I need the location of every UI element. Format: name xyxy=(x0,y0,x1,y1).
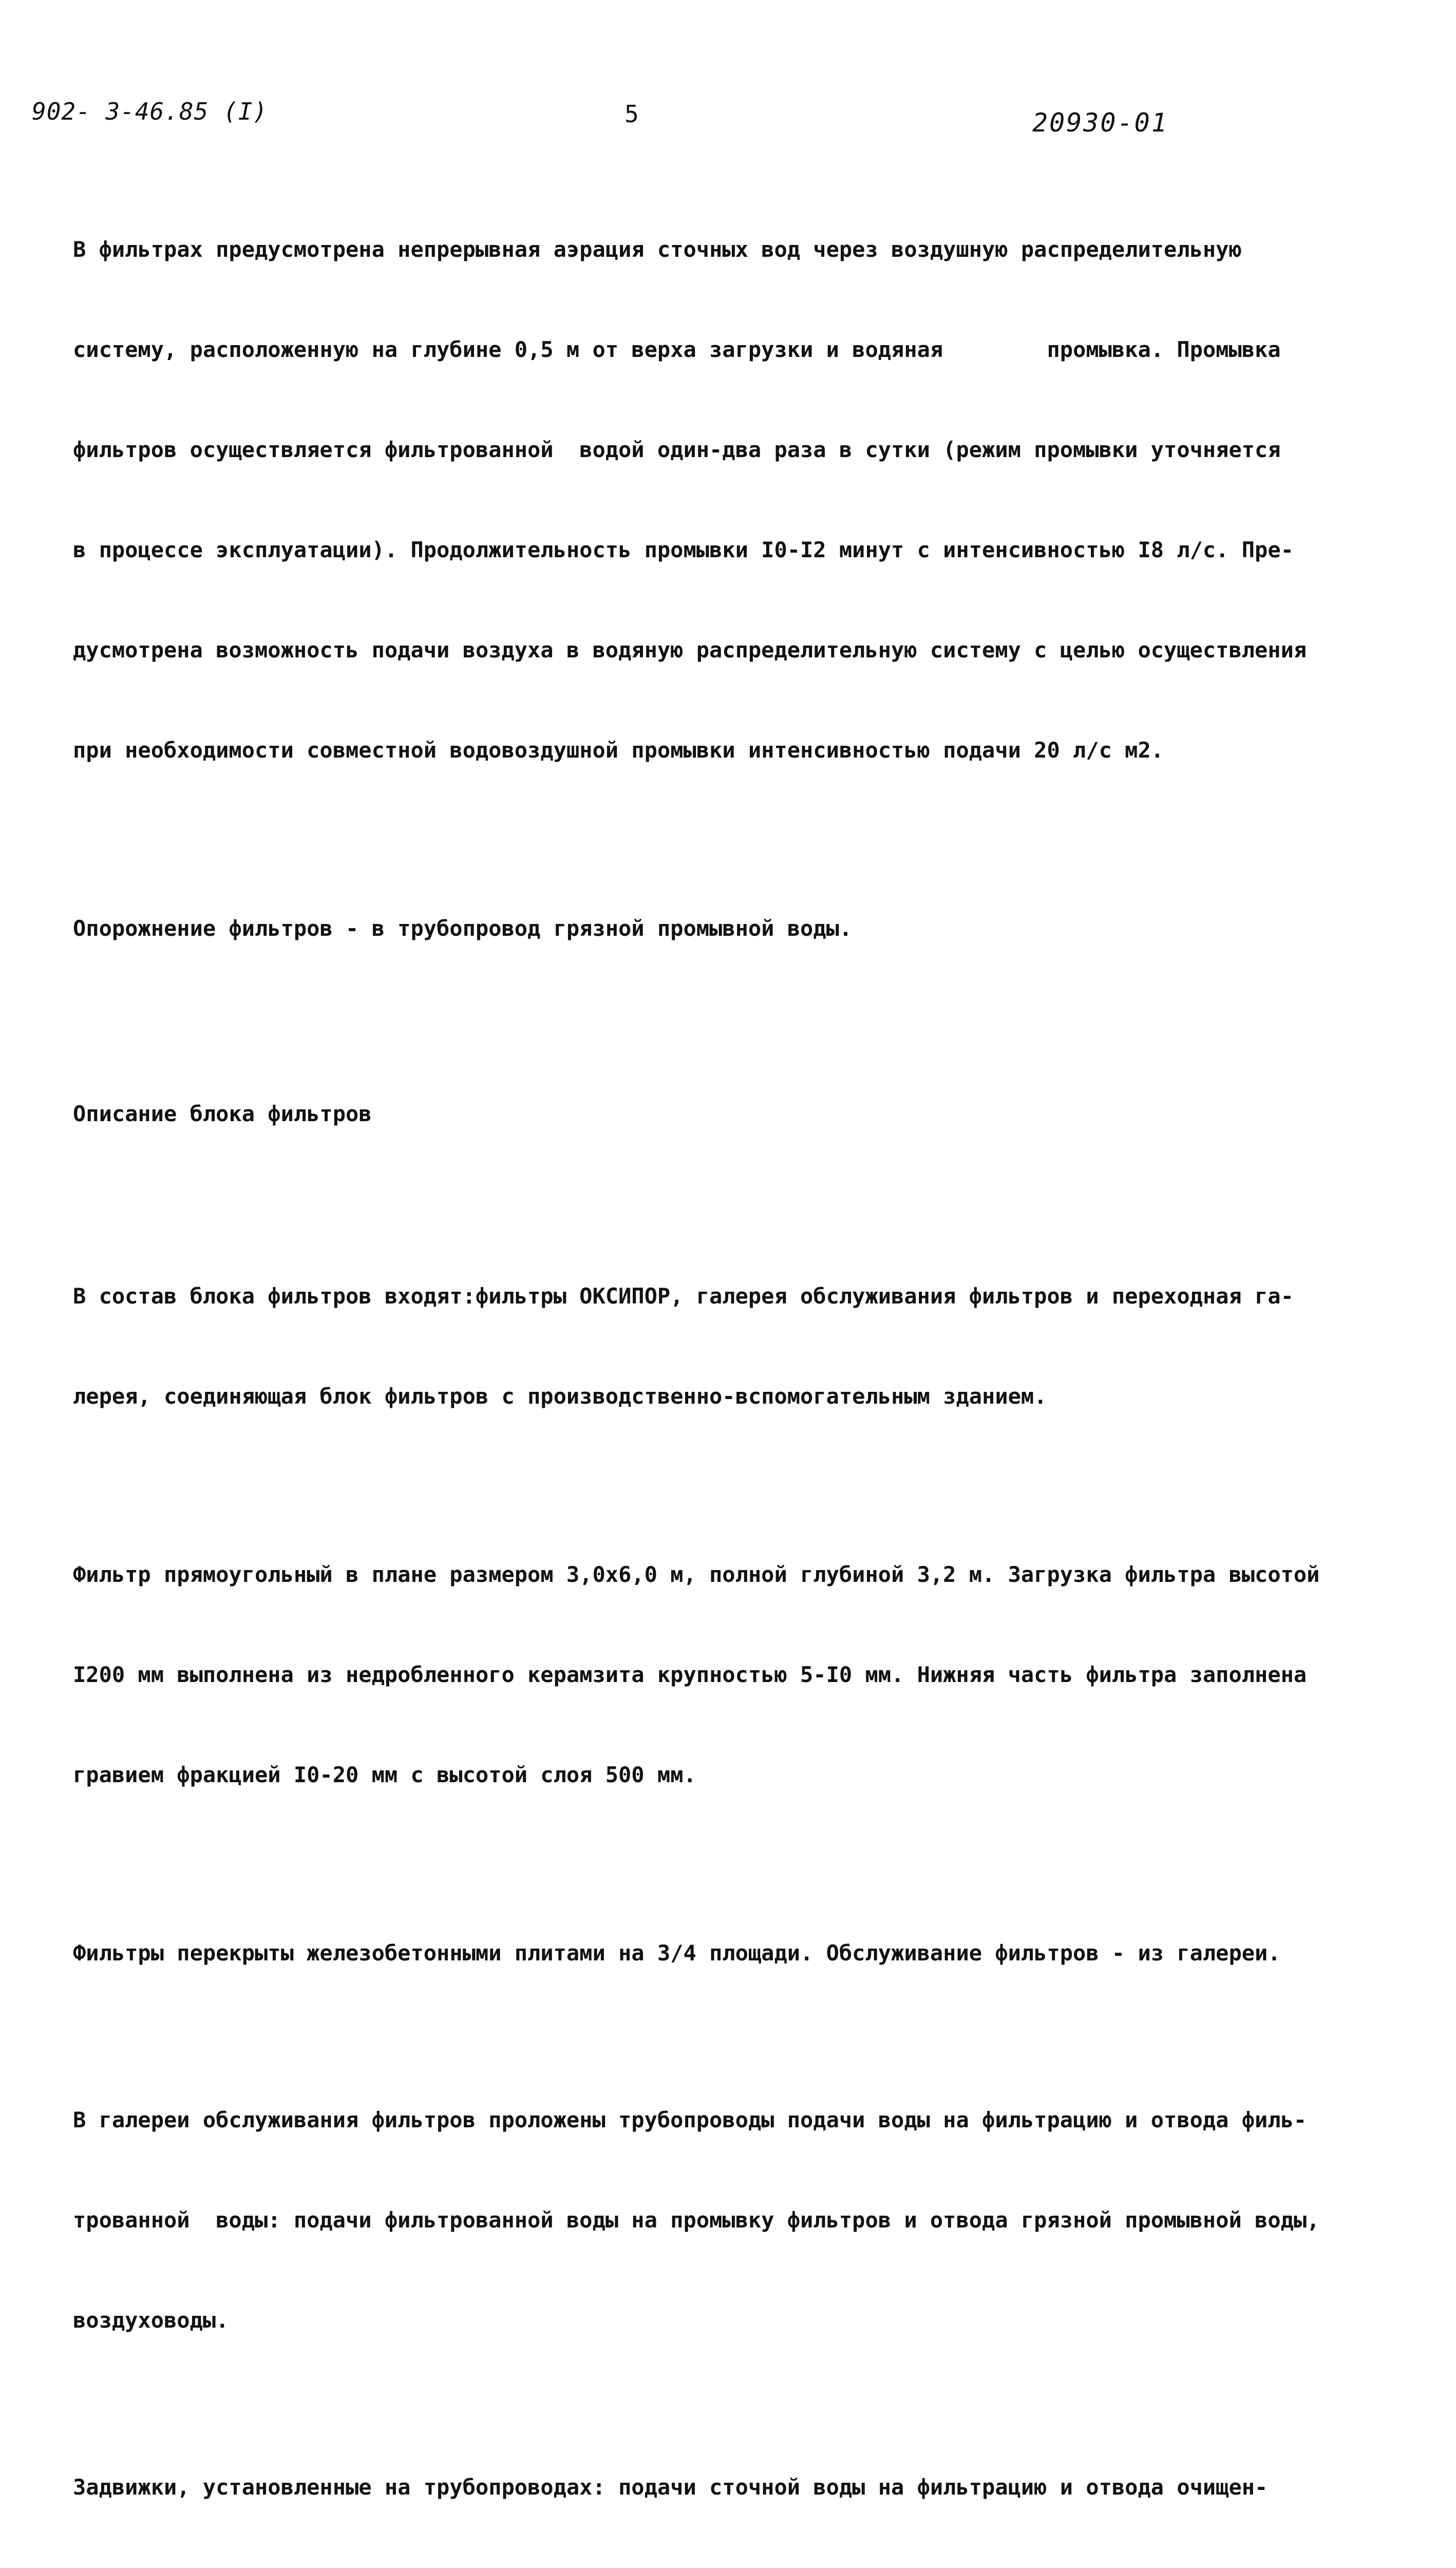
text-line: систему, расположенную на глубине 0,5 м от верха загрузки и водяная промывка. Промывка xyxy=(73,337,1281,362)
text-line: при необходимости совместной водовоздушной промывки интенсивностью подачи 20 л/с м2. xyxy=(73,738,1164,763)
text-line: Фильтр прямоугольный в плане размером 3,0х6,0 м, полной глубиной 3,2 м. Загрузка фильтра высотой xyxy=(73,1562,1320,1587)
page-number: 5 xyxy=(625,100,639,128)
text-line: дусмотрена возможность подачи воздуха в водяную распределительную систему с целью осуществления xyxy=(73,637,1307,663)
sheet-code: 20930-01 xyxy=(1032,108,1168,138)
heading-text: Описание блока фильтров xyxy=(73,1101,372,1126)
doc-code: 902- 3-46.85 (I) xyxy=(32,98,268,125)
text-line: Опорожнение фильтров - в трубопровод грязной промывной воды. xyxy=(73,916,853,941)
text-line: I200 мм выполнена из недробленного керамзита крупностью 5-I0 мм. Нижняя часть фильтра заполнена xyxy=(73,1662,1307,1687)
paragraph-gallery-pipes xyxy=(31,2036,1438,2404)
text-line: Фильтры перекрыты железобетонными плитами на 3/4 площади. Обслуживание фильтров - из галереи. xyxy=(73,1940,1281,1966)
text-line: лерея, соединяющая блок фильтров с производственно-вспомогательным зданием. xyxy=(73,1384,1047,1409)
text-line: в процессе эксплуатации). Продолжительность промывки I0-I2 минут с интенсивностью I8 л/с. Пре- xyxy=(73,537,1294,562)
paragraph-valves xyxy=(31,2404,1438,2568)
section-heading xyxy=(31,1030,1438,1197)
text-line: гравием фракцией I0-20 мм с высотой слоя 500 мм. xyxy=(73,1762,696,1787)
paragraph-emptying xyxy=(31,845,1438,1012)
paragraph-cover-slabs xyxy=(31,1870,1438,2036)
text-line: В состав блока фильтров входят:фильтры ОКСИПОР, галерея обслуживания фильтров и переходная га- xyxy=(73,1283,1294,1309)
paragraph-aeration xyxy=(31,166,1438,834)
text-line: Задвижки, установленные на трубопроводах: подачи сточной воды на фильтрацию и отвода очищен- xyxy=(73,2475,1268,2500)
text-line: воздуховоды. xyxy=(73,2308,229,2333)
text-line: В галереи обслуживания фильтров проложены трубопроводы подачи воды на фильтрацию и отвода филь- xyxy=(73,2107,1307,2132)
text-line: фильтров осуществляется фильтрованной водой один-два раза в сутки (режим промывки уточняется xyxy=(73,437,1281,462)
paragraph-filter-description xyxy=(31,1491,1438,1858)
text-line: В фильтрах предусмотрена непрерывная аэрация сточных вод через воздушную распределительную xyxy=(73,237,1242,262)
document-body xyxy=(31,166,1438,2568)
paragraph-block-composition xyxy=(31,1213,1438,1480)
text-line: трованной воды: подачи фильтрованной воды на промывку фильтров и отвода грязной промывной воды, xyxy=(73,2207,1320,2233)
